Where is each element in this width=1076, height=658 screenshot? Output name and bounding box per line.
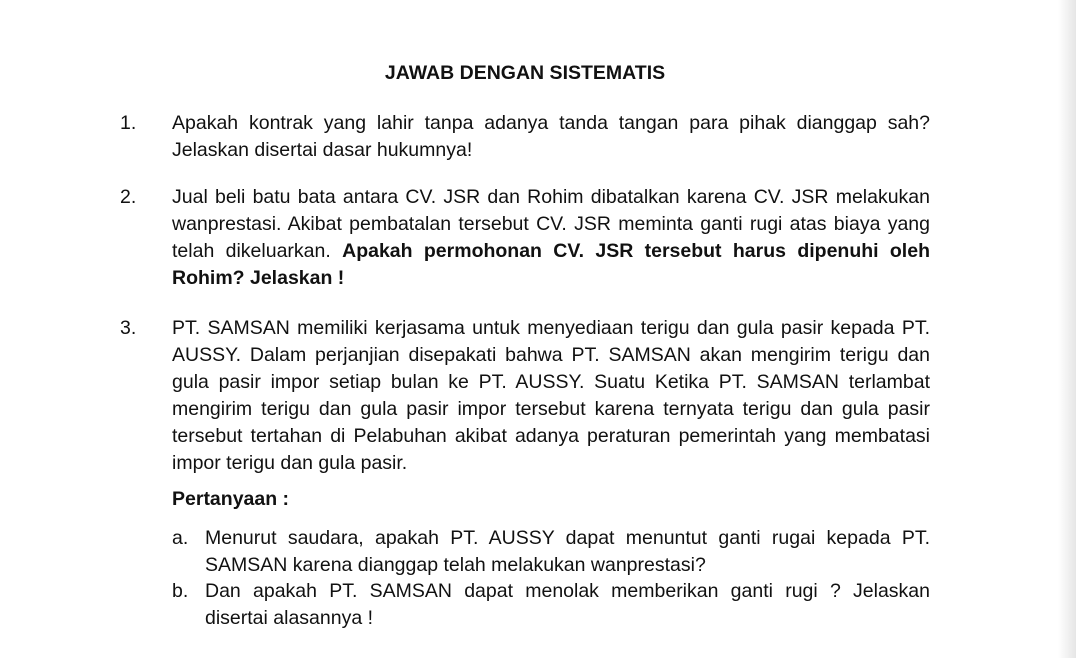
question-number: 3.	[120, 317, 137, 339]
page-edge-shadow	[1058, 0, 1076, 658]
question-text	[172, 184, 930, 292]
sub-question-text: Menurut saudara, apakah PT. AUSSY dapat menuntut ganti rugai kepada PT. SAMSAN karena dianggap telah melakukan wanprestasi?	[205, 527, 930, 576]
question-2	[120, 184, 930, 292]
sub-question-letter: a.	[172, 527, 189, 549]
sub-question-letter: b.	[172, 580, 189, 602]
question-3-text: PT. SAMSAN memiliki kerjasama untuk menyediaan terigu dan gula pasir kepada PT. AUSSY. Dalam perjanjian disepakati bahwa PT. SAMSAN akan mengirim terigu dan gula pasir impor setiap bulan ke PT. AUSSY. Suatu Ketika PT. SAMSAN terlambat mengirim terigu dan gula pasir impor tersebut karena ternyata terigu dan gula pasir tersebut tertahan di Pelabuhan akibat adanya peraturan pemerintah yang membatasi impor terigu dan gula pasir.	[172, 317, 930, 474]
question-3	[120, 315, 930, 477]
sub-heading: Pertanyaan :	[172, 488, 290, 510]
question-2-text: Jual beli batu bata antara CV. JSR dan Rohim dibatalkan karena CV. JSR melakukan wanprestasi. Akibat pembatalan tersebut CV. JSR meminta ganti rugi atas biaya yang telah dikeluarkan.	[172, 186, 930, 262]
sub-question-a	[172, 525, 930, 579]
document-title: JAWAB DENGAN SISTEMATIS	[384, 62, 666, 84]
question-text	[172, 315, 930, 477]
question-2-bold-text: Apakah permohonan CV. JSR tersebut harus dipenuhi oleh Rohim? Jelaskan !	[172, 240, 930, 289]
question-1	[120, 110, 930, 164]
sub-question-b	[172, 578, 930, 632]
question-number: 1.	[120, 112, 137, 134]
question-number: 2.	[120, 186, 137, 208]
sub-question-text: Dan apakah PT. SAMSAN dapat menolak memberikan ganti rugi ? Jelaskan disertai alasannya !	[205, 580, 930, 629]
question-text	[172, 110, 930, 164]
question-1-text: Apakah kontrak yang lahir tanpa adanya tanda tangan para pihak dianggap sah? Jelaskan disertai dasar hukumnya!	[172, 112, 930, 161]
